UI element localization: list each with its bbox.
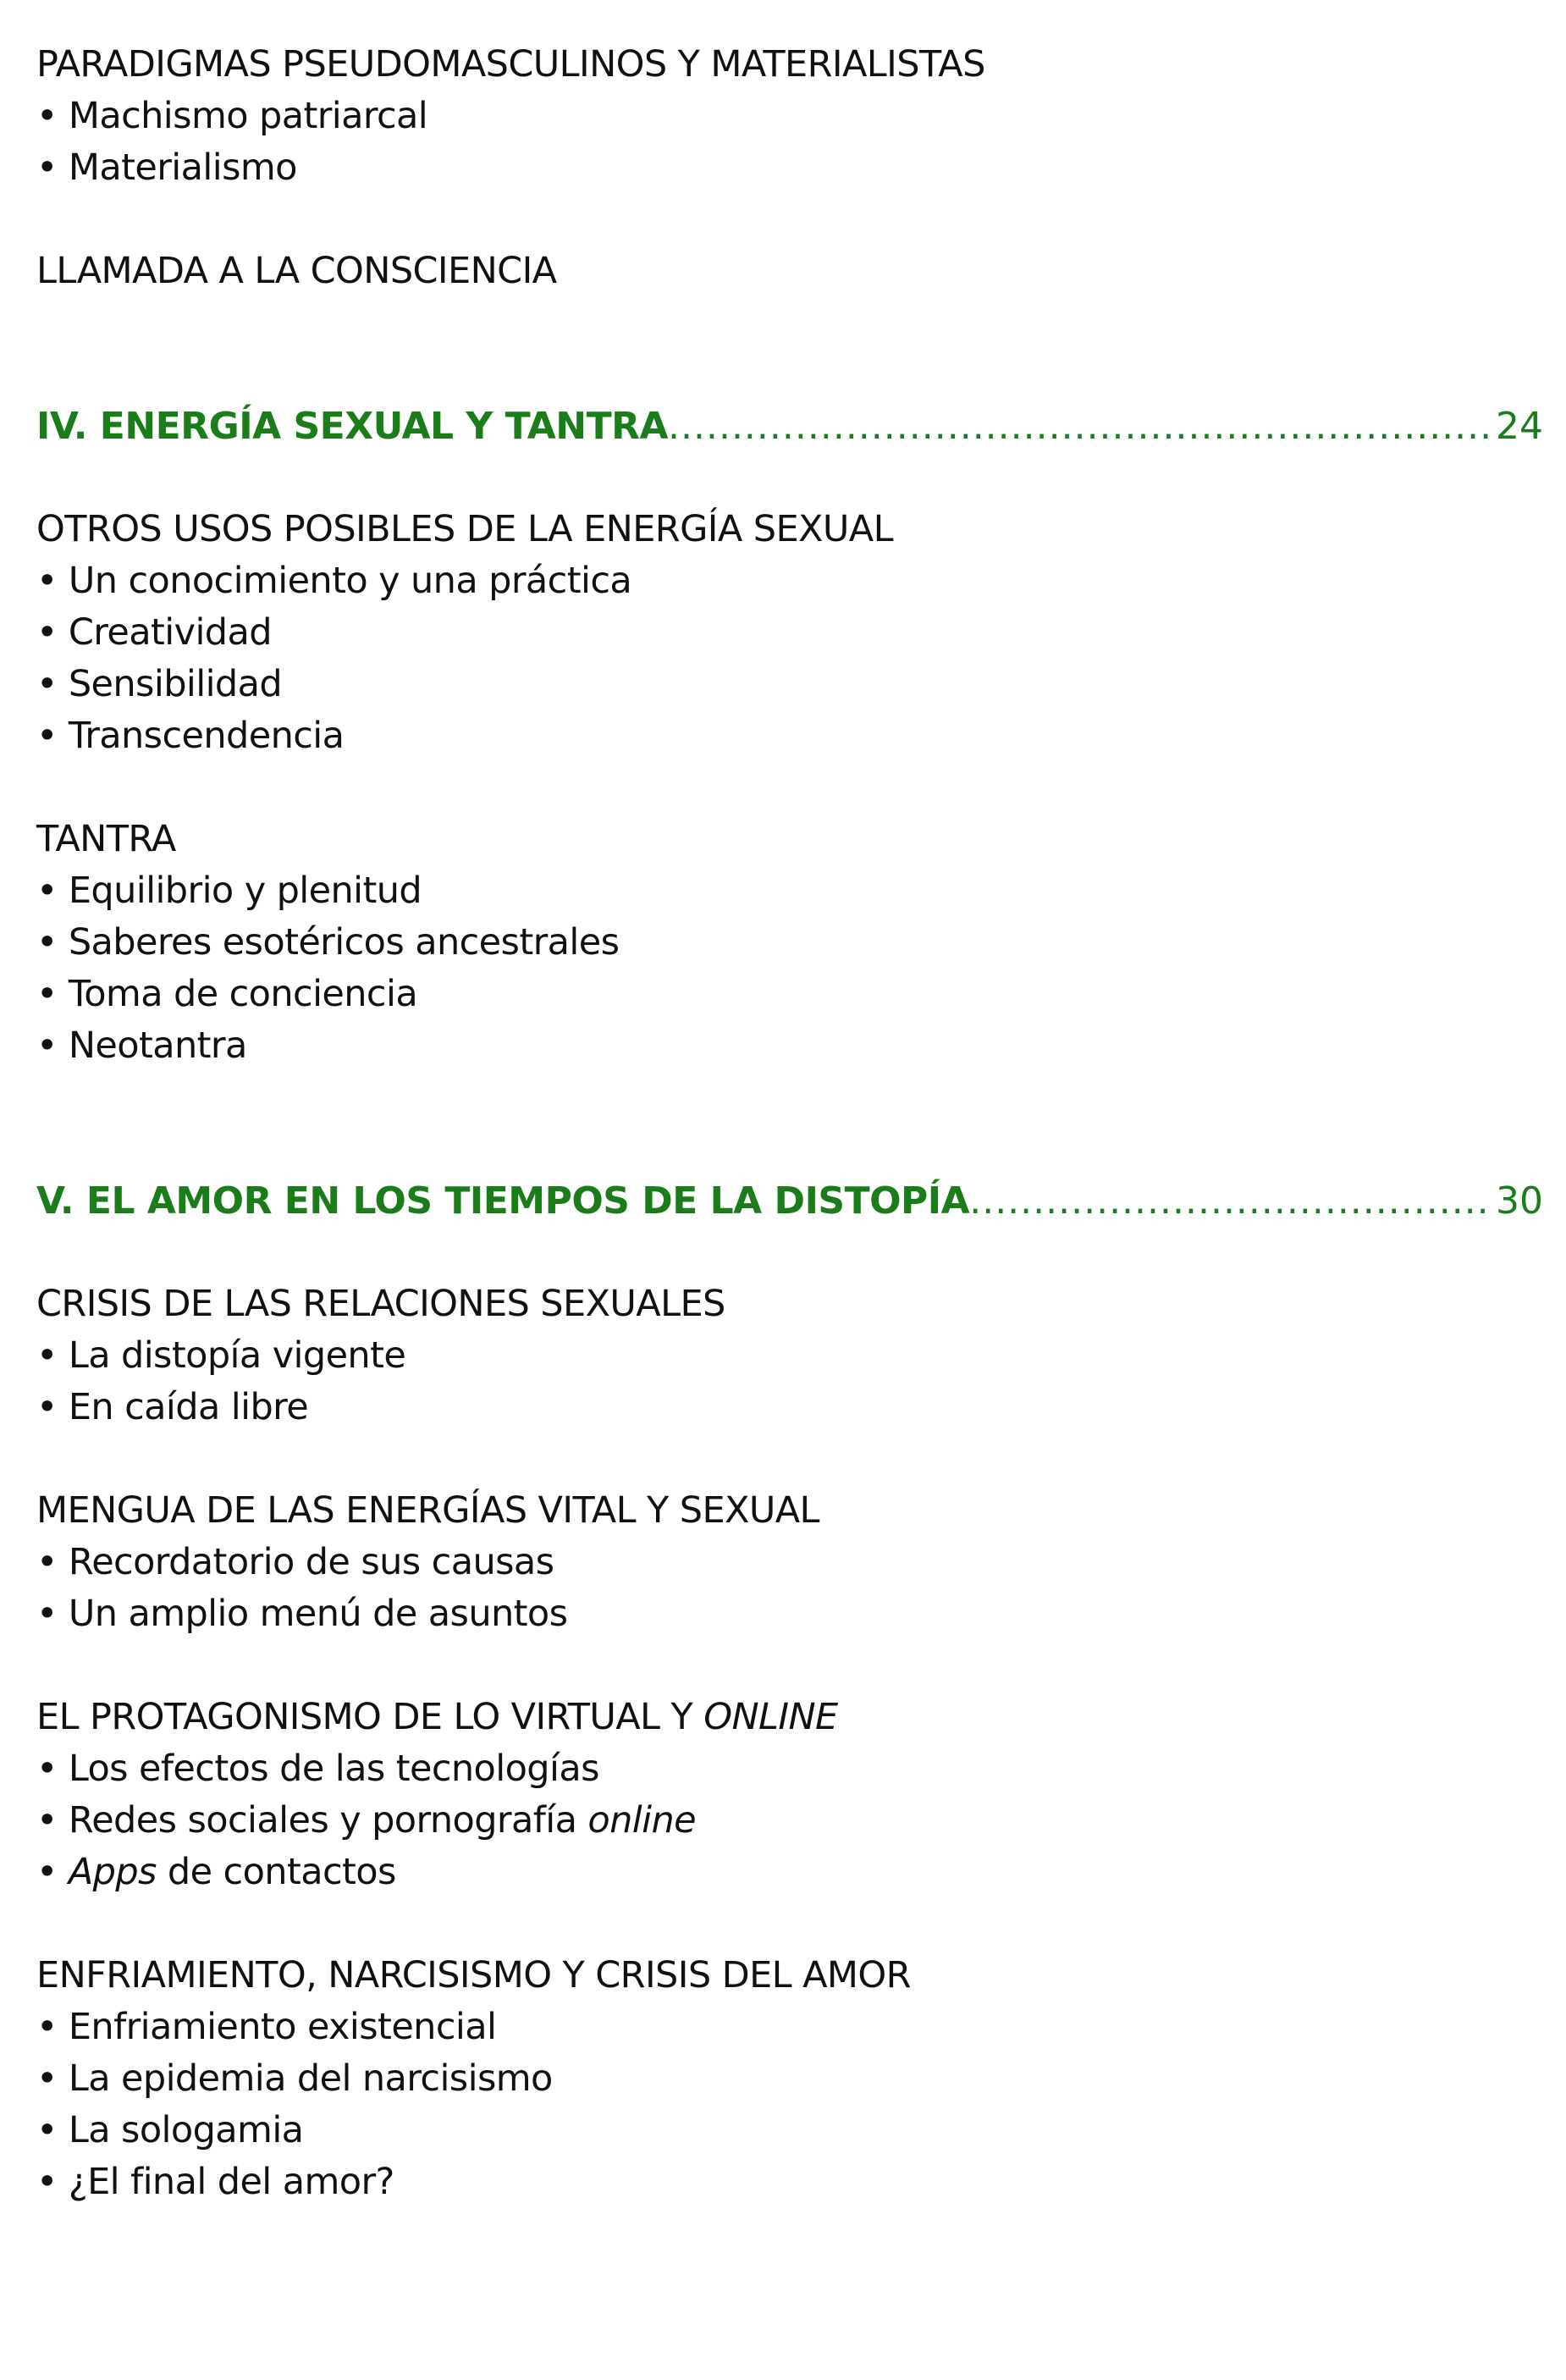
section-heading: ENFRIAMIENTO, NARCISISMO Y CRISIS DEL AMOR [36, 1954, 911, 1996]
heading-italic-text: ONLINE [703, 1696, 838, 1738]
list-item: • La epidemia del narcisismo [36, 2053, 1543, 2105]
list-item: • Neotantra [36, 1020, 1543, 1072]
section-heading: MENGUA DE LAS ENERGÍAS VITAL Y SEXUAL [36, 1489, 819, 1532]
list-item: • La sologamia [36, 2105, 1543, 2156]
list-item: • Transcendencia [36, 710, 1543, 762]
dot-leader [668, 400, 1489, 452]
list-item: • Recordatorio de sus causas [36, 1537, 1543, 1588]
section-heading: OTROS USOS POSIBLES DE LA ENERGÍA SEXUAL [36, 508, 893, 550]
chapter-title: V. EL AMOR EN LOS TIEMPOS DE LA DISTOPÍA [36, 1179, 970, 1223]
list-item: • Sensibilidad [36, 659, 1543, 710]
list-item: • Enfriamiento existencial [36, 2002, 1543, 2053]
section-heading: LLAMADA A LA CONSCIENCIA [36, 250, 557, 292]
chapter-entry[interactable] [36, 400, 1543, 452]
list-item [36, 1847, 1543, 1898]
table-of-contents [36, 39, 1543, 2208]
chapter-entry[interactable] [36, 1175, 1543, 1227]
section-heading: TANTRA [36, 818, 176, 860]
list-item [36, 1795, 1543, 1847]
section-heading: PARADIGMAS PSEUDOMASCULINOS Y MATERIALISTAS [36, 43, 985, 86]
section-heading [36, 1692, 1543, 1743]
item-italic-text: Apps [68, 1851, 157, 1893]
heading-text: EL PROTAGONISMO DE LO VIRTUAL Y [36, 1696, 704, 1738]
list-item: • Creatividad [36, 607, 1543, 659]
section-heading: CRISIS DE LAS RELACIONES SEXUALES [36, 1283, 725, 1325]
dot-leader [969, 1175, 1489, 1227]
list-item: • Machismo patriarcal [36, 91, 1543, 142]
list-item: • Toma de conciencia [36, 969, 1543, 1020]
chapter-page-number: 30 [1496, 1179, 1543, 1223]
list-item: • Materialismo [36, 142, 1543, 194]
list-item: • Saberes esotéricos ancestrales [36, 917, 1543, 969]
chapter-title: IV. ENERGÍA SEXUAL Y TANTRA [36, 405, 669, 448]
chapter-page-number: 24 [1496, 405, 1543, 448]
item-text: Redes sociales y pornografía [68, 1799, 588, 1842]
list-item: • Equilibrio y plenitud [36, 865, 1543, 917]
list-item: • Un amplio menú de asuntos [36, 1588, 1543, 1640]
item-text: de contactos [156, 1851, 396, 1893]
list-item: • La distopía vigente [36, 1330, 1543, 1382]
list-item: • En caída libre [36, 1382, 1543, 1433]
list-item: • ¿El final del amor? [36, 2156, 1543, 2208]
list-item: • Un conocimiento y una práctica [36, 555, 1543, 607]
item-italic-text: online [587, 1799, 696, 1842]
list-item: • Los efectos de las tecnologías [36, 1743, 1543, 1795]
